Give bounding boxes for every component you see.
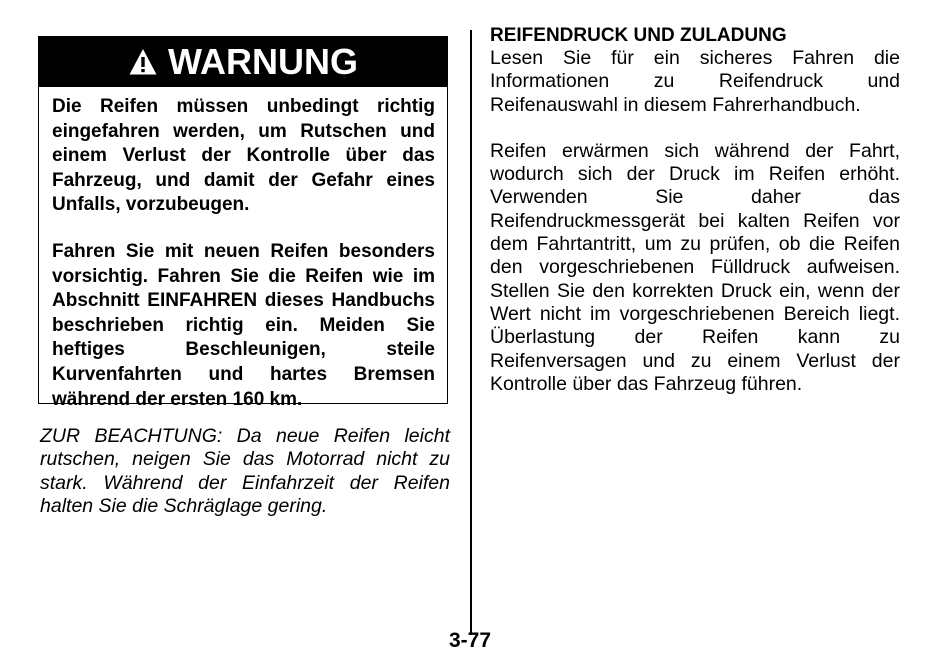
warning-body [39, 87, 447, 412]
warning-triangle-icon [128, 47, 158, 77]
warning-paragraph: Die Reifen müssen unbedingt richtig eingefahren werden, um Rutschen und einem Verlust der Kontrolle über das Fahrzeug, und damit der Gefahr eines Unfalls, vorzubeugen. [52, 96, 435, 216]
warning-paragraph: Fahren Sie mit neuen Reifen besonders vorsichtig. Fahren Sie die Reifen wie im Abschnitt EINFAHREN dieses Handbuchs beschrieben richtig ein. Meiden Sie heftiges Beschleunigen, steile Kurvenfahrten und hartes Bremsen während der ersten 160 km. [52, 240, 435, 410]
page-number: 3-77 [448, 629, 492, 652]
warning-header [39, 37, 447, 87]
section-paragraph: Lesen Sie für ein sicheres Fahren die Informationen zu Reifendruck und Reifenauswahl in diesem Fahrerhandbuch. [490, 47, 900, 116]
warning-title: WARNUNG [168, 41, 358, 82]
section-title: REIFENDRUCK UND ZULADUNG [490, 25, 787, 46]
right-column [490, 24, 900, 396]
warning-box [38, 36, 448, 410]
column-divider [470, 30, 472, 635]
section-paragraph: Reifen erwärmen sich während der Fahrt, wodurch sich der Druck im Reifen erhöht. Verwenden Sie daher das Reifendruckmessgerät bei kalten Reifen vor dem Fahrtantritt, um zu prüfen, ob die Reifen den vorgeschriebenen Fülldruck aufweisen. Stellen Sie den korrekten Druck ein, wenn der Wert nicht im vorgeschriebenen Bereich liegt. Überlastung der Reifen kann zu Reifenversagen und zu einem Verlust der Kontrolle über das Fahrzeug führen. [490, 139, 900, 395]
note-text: ZUR BEACHTUNG: Da neue Reifen leicht rutschen, neigen Sie das Motorrad nicht zu stark. Während der Einfahrzeit der Reifen halten Sie die Schräglage gering. [40, 425, 450, 517]
